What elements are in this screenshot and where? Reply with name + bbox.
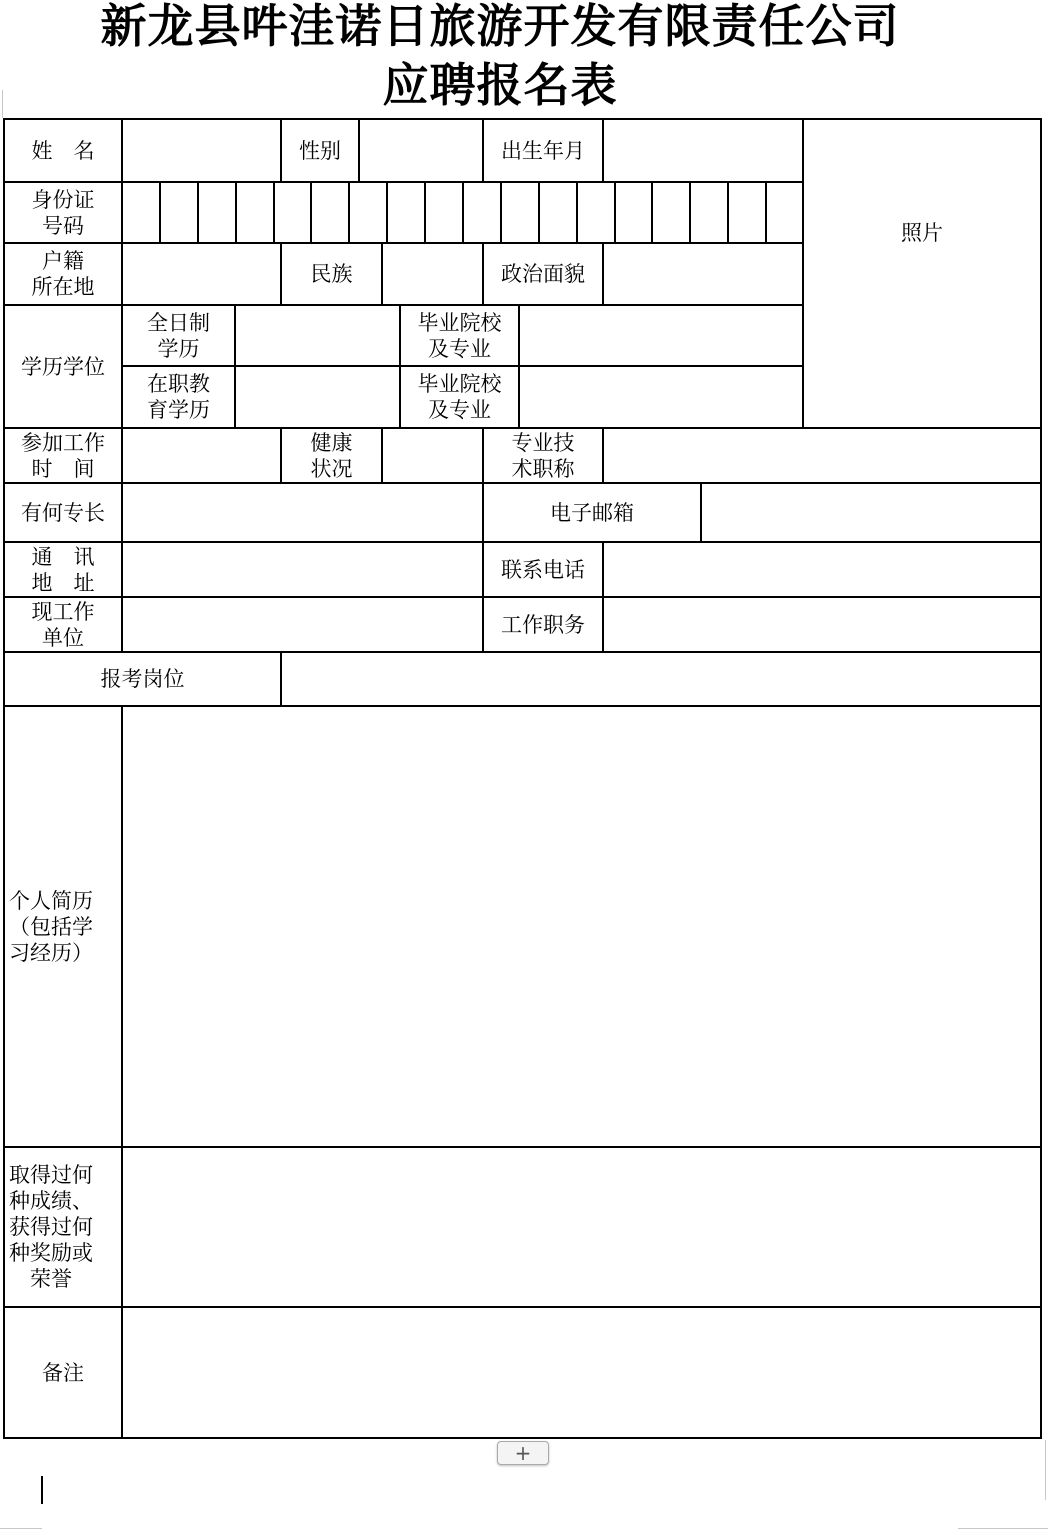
work-start-field[interactable] xyxy=(123,429,280,482)
remarks-label: 备注 xyxy=(42,1360,84,1385)
school-major-field-1[interactable] xyxy=(520,306,802,365)
hukou-label: 户籍 所在地 xyxy=(31,249,95,299)
school-major-label-1: 毕业院校 及专业 xyxy=(417,310,502,361)
health-field[interactable] xyxy=(383,429,482,482)
email-label: 电子邮箱 xyxy=(550,500,634,525)
document-title-line-1: 新龙县吽洼诺日旅游开发有限责任公司 xyxy=(100,0,900,53)
phone-field[interactable] xyxy=(604,543,1040,596)
page-edge-mark xyxy=(1045,1440,1046,1500)
fulltime-education-label: 全日制 学历 xyxy=(147,310,210,361)
health-label: 健康 状况 xyxy=(310,430,353,481)
political-status-label: 政治面貌 xyxy=(501,262,585,286)
job-position-label: 工作职务 xyxy=(501,612,585,637)
resume-field[interactable] xyxy=(123,707,1040,1146)
id-digit-divider xyxy=(235,181,237,243)
hukou-field[interactable] xyxy=(123,244,280,304)
document-title-line-2: 应聘报名表 xyxy=(382,58,618,112)
gender-label: 性别 xyxy=(299,138,341,163)
school-major-label-2: 毕业院校 及专业 xyxy=(417,372,502,422)
remarks-field[interactable] xyxy=(123,1308,1040,1437)
political-status-field[interactable] xyxy=(604,244,802,304)
id-digit-divider xyxy=(197,181,199,243)
fulltime-education-field[interactable] xyxy=(236,306,399,365)
id-digit-divider xyxy=(310,181,312,243)
id-digit-divider xyxy=(727,181,729,243)
photo-box[interactable]: 照片 xyxy=(901,221,943,245)
birth-label: 出生年月 xyxy=(501,138,585,163)
parttime-education-field[interactable] xyxy=(236,367,399,427)
id-digit-divider xyxy=(538,181,540,243)
awards-field[interactable] xyxy=(123,1148,1040,1306)
ethnicity-field[interactable] xyxy=(383,244,482,304)
email-field[interactable] xyxy=(702,484,1040,541)
employer-field[interactable] xyxy=(123,598,482,651)
address-field[interactable] xyxy=(123,543,482,596)
parttime-education-label: 在职教 育学历 xyxy=(147,372,210,422)
apply-post-field[interactable] xyxy=(282,653,1040,705)
id-digit-divider xyxy=(500,181,502,243)
name-label: 姓 名 xyxy=(31,138,95,163)
page-edge-mark xyxy=(2,90,3,118)
page-corner-mark xyxy=(958,1528,1048,1529)
id-digit-divider xyxy=(273,181,275,243)
address-label: 通 讯 地 址 xyxy=(31,544,95,595)
id-digit-divider xyxy=(424,181,426,243)
id-digit-divider xyxy=(614,181,616,243)
id-digit-divider xyxy=(689,181,691,243)
education-label: 学历学位 xyxy=(21,354,105,379)
id-digit-divider xyxy=(462,181,464,243)
add-row-button[interactable]: + xyxy=(497,1441,549,1465)
employer-label: 现工作 单位 xyxy=(31,599,95,650)
gender-field[interactable] xyxy=(360,120,482,181)
resume-label: 个人简历 （包括学 习经历） xyxy=(9,888,93,965)
phone-label: 联系电话 xyxy=(501,557,585,582)
id-digit-divider xyxy=(576,181,578,243)
id-digit-divider xyxy=(159,181,161,243)
school-major-field-2[interactable] xyxy=(520,367,802,427)
text-cursor xyxy=(41,1476,43,1504)
birth-field[interactable] xyxy=(604,120,802,181)
id-digit-divider xyxy=(765,181,767,243)
professional-title-label: 专业技 术职称 xyxy=(511,430,575,481)
page-corner-mark xyxy=(0,1528,42,1529)
id-number-label: 身份证 号码 xyxy=(31,187,95,238)
awards-label: 取得过何 种成绩、 获得过何 种奖励或 荣誉 xyxy=(9,1163,93,1291)
id-digit-boxes[interactable] xyxy=(121,181,803,243)
specialty-label: 有何专长 xyxy=(21,500,105,525)
id-digit-divider xyxy=(348,181,350,243)
specialty-field[interactable] xyxy=(123,484,482,541)
apply-post-label: 报考岗位 xyxy=(100,667,185,691)
ethnicity-label: 民族 xyxy=(310,262,353,286)
job-position-field[interactable] xyxy=(604,598,1040,651)
name-field[interactable] xyxy=(123,120,280,181)
work-start-label: 参加工作 时 间 xyxy=(21,430,105,481)
id-digit-divider xyxy=(386,181,388,243)
professional-title-field[interactable] xyxy=(604,429,1040,482)
id-digit-divider xyxy=(651,181,653,243)
